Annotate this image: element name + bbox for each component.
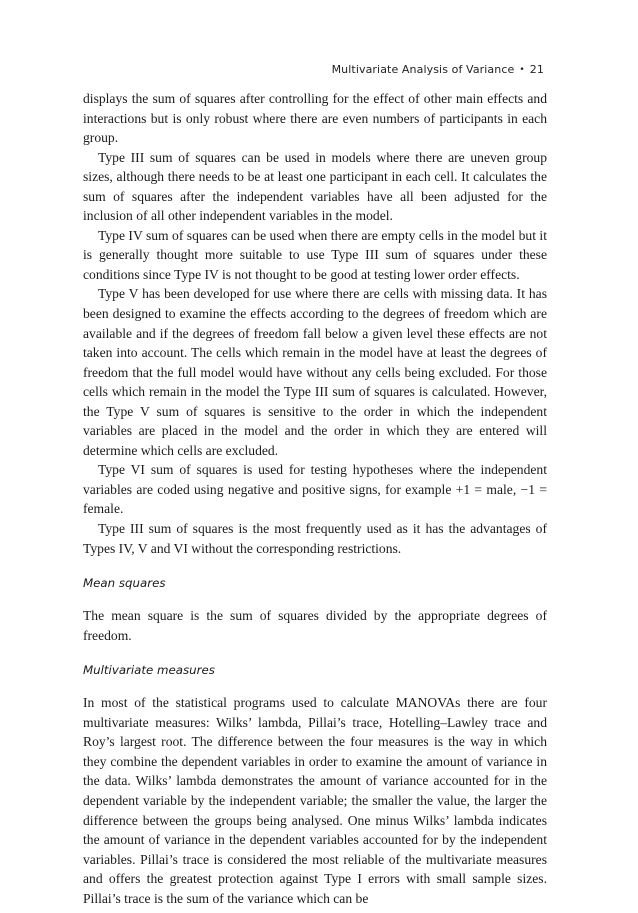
body-text	[83, 89, 547, 908]
paragraph-mean-squares: The mean square is the sum of squares divided by the appropriate degrees of freedom.	[83, 608, 547, 643]
paragraph-type-vi: Type VI sum of squares is used for testing hypotheses where the independent variables are coded using negative and positive signs, for example +1 = male, −1 = female.	[83, 462, 547, 517]
paragraph-type-iv: Type IV sum of squares can be used when there are empty cells in the model but it is generally thought more suitable to use Type III sum of squares under these conditions since Type IV is not thought to be good at testing lower order effects.	[83, 227, 547, 282]
paragraph-type-v: Type V has been developed for use where there are cells with missing data. It has been designed to examine the effects according to the degrees of freedom which are available and if the degrees of freedom fall below a given level these effects are not taken into account. The cells which remain in the model have at least the degrees of freedom that the full model would have without any cells being excluded. For those cells which remain in the model the Type III sum of squares is calculated. However, the Type V sum of squares is sensitive to the order in which the independent variables are placed in the model and the order in which they are entered will determine which cells are excluded.	[83, 286, 547, 458]
chapter-title: Multivariate Analysis of Variance	[331, 63, 515, 76]
paragraph-type-iii-summary: Type III sum of squares is the most frequently used as it has the advantages of Types IV, V and VI without the corresponding restrictions.	[83, 521, 547, 556]
page-number: 21	[529, 63, 544, 76]
section-heading-multivariate-measures: Multivariate measures	[83, 663, 215, 678]
paragraph-continued: displays the sum of squares after controlling for the effect of other main effects and interactions but is only robust where there are even numbers of participants in each group.	[83, 91, 547, 146]
paragraph-multivariate-measures: In most of the statistical programs used to calculate MANOVAs there are four multivariate measures: Wilks’ lambda, Pillai’s trace, Hotelling–Lawley trace and Roy’s largest root. The difference between the four measures is the way in which they combine the dependent variables in order to examine the amount of variance in the data. Wilks’ lambda demonstrates the amount of variance accounted for in the dependent variable by the independent variable; the smaller the value, the larger the difference between the groups being analysed. One minus Wilks’ lambda indicates the amount of variance in the dependent variables accounted for by the independent variables. Pillai’s trace is considered the most reliable of the multivariate measures and offers the greatest protection against Type I errors with small sample sizes. Pillai’s trace is the sum of the variance which can be	[83, 695, 547, 906]
section-heading-mean-squares: Mean squares	[83, 576, 166, 591]
paragraph-type-iii: Type III sum of squares can be used in models where there are uneven group sizes, although there needs to be at least one participant in each cell. It calculates the sum of squares after the independent variables have all been adjusted for the inclusion of all other independent variables in the model.	[83, 149, 547, 224]
running-header	[332, 63, 544, 76]
header-separator: •	[519, 65, 525, 75]
